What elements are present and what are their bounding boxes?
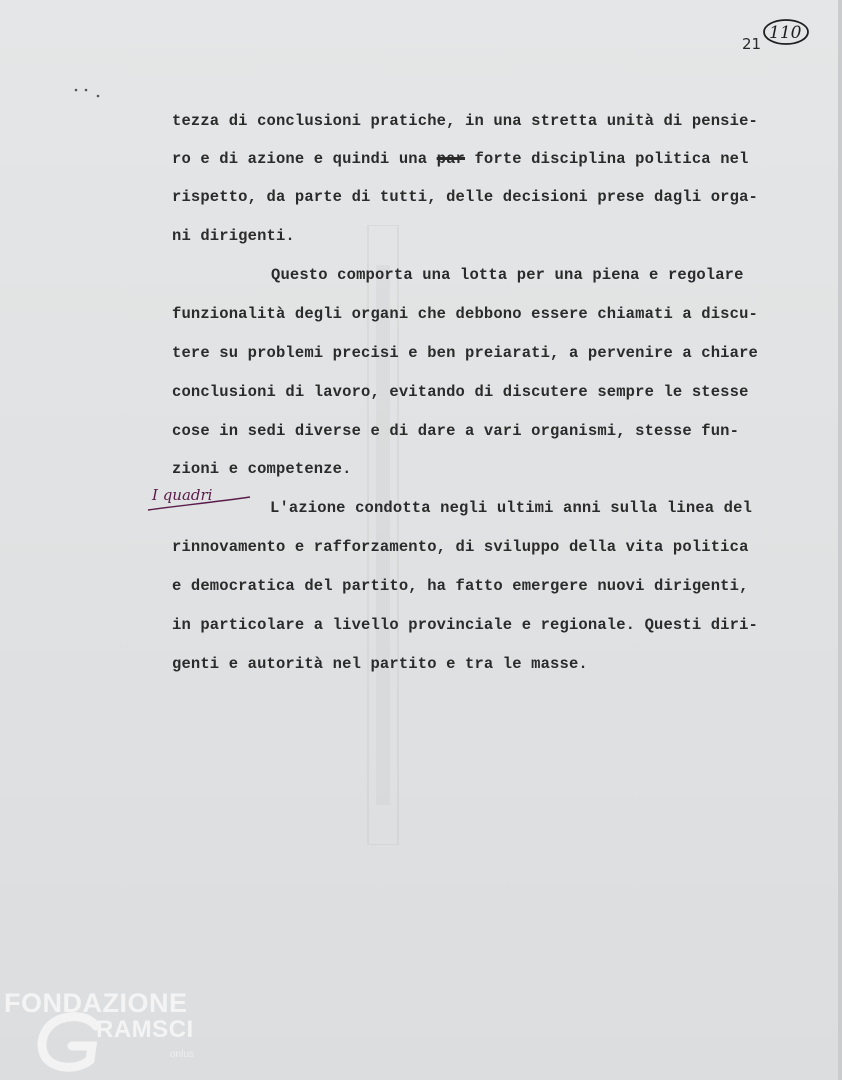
text-line: cose in sedi diverse e di dare a vari organismi, stesse fun- (172, 422, 740, 440)
struck-word: par (436, 150, 466, 168)
text-line: in particolare a livello provinciale e regionale. Questi diri- (172, 616, 758, 634)
text-line: tezza di conclusioni pratiche, in una stretta unità di pensie- (172, 112, 758, 130)
text-line: rispetto, da parte di tutti, delle decisioni prese dagli orga- (172, 188, 758, 206)
text-line: e democratica del partito, ha fatto emergere nuovi dirigenti, (172, 577, 749, 595)
margin-note-text: I quadri (152, 486, 213, 504)
fondazione-gramsci-watermark (4, 988, 214, 1076)
text-line: genti e autorità nel partito e tra le masse. (172, 655, 588, 673)
text-line: Questo comporta una lotta per una piena e regolare (271, 266, 744, 284)
text-line: rinnovamento e rafforzamento, di sviluppo della vita politica (172, 538, 749, 556)
text-line-part: forte disciplina politica nel (474, 150, 749, 168)
handwritten-margin-note (146, 480, 256, 516)
logo-g-mark (32, 1012, 106, 1072)
logo-word-fondazione: FONDAZIONE (4, 988, 188, 1018)
margin-note-ink (146, 480, 256, 516)
text-line: funzionalità degli organi che debbono essere chiamati a discu- (172, 305, 758, 323)
logo-word-gramsci: RAMSCI (96, 1016, 194, 1043)
text-line-with-strike (172, 152, 749, 168)
text-line: ni dirigenti. (172, 227, 295, 245)
page-number-typed: 21 (742, 35, 762, 53)
page-number-marks (742, 18, 812, 54)
text-line: L'azione condotta negli ultimi anni sulla linea del (270, 499, 753, 517)
text-line: conclusioni di lavoro, evitando di discutere sempre le stesse (172, 383, 749, 401)
page-edge (838, 0, 842, 1080)
text-line-part: ro e di azione e quindi una (172, 150, 437, 168)
text-line: tere su problemi precisi e ben preiarati, a pervenire a chiare (172, 344, 758, 362)
corner-marks (72, 86, 102, 100)
text-line: zioni e competenze. (172, 460, 352, 478)
page-number (742, 18, 812, 54)
page-number-circled: 110 (769, 23, 802, 43)
logo-word-onlus: onlus (170, 1049, 194, 1060)
